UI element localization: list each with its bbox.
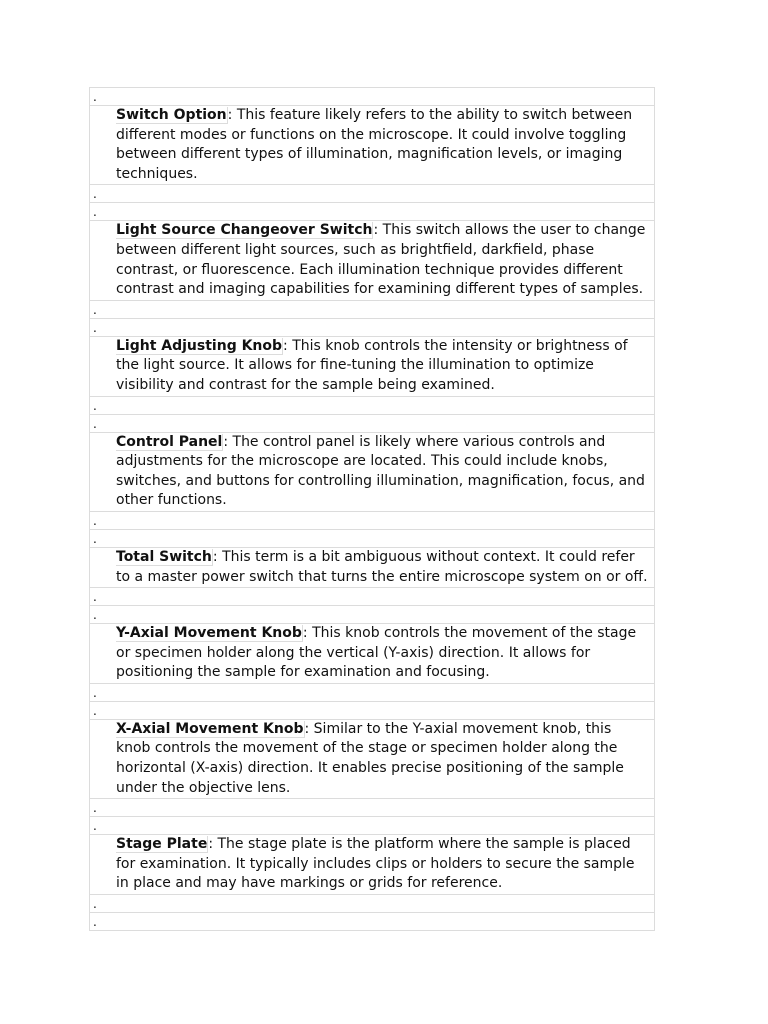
term-label: Total Switch [116,548,212,565]
separator-dot: . [93,590,97,605]
separator-row [90,683,654,701]
separator-dot: . [93,416,97,431]
term-label: Y-Axial Movement Knob [116,625,302,642]
term-label: Control Panel [116,433,223,450]
separator-row [90,605,654,623]
separator-row [90,816,654,834]
separator-row [90,894,654,912]
term-description: : This feature likely refers to the ability to switch between different modes or functions on the microscope. It could involve toggling between different types of illumination, magnification levels, or imaging techniques. [116,107,633,182]
document-table [89,87,655,931]
separator-row [90,912,654,930]
list-item [90,834,654,894]
term-description: : Similar to the Y-axial movement knob, this knob controls the movement of the stage or specimen holder along the horizontal (X-axis) direction. It enables precise positioning of the sample under the objective lens. [116,720,624,796]
separator-dot: . [93,398,97,413]
separator-dot: . [93,685,97,700]
term-description: : The control panel is likely where various controls and adjustments for the microscope are located. This could include knobs, switches, and buttons for controlling illumination, magnification, focus, and other functions. [116,433,645,509]
list-item [90,432,654,511]
separator-dot: . [93,187,97,202]
separator-row [90,300,654,318]
list-item [90,623,654,683]
separator-row [90,529,654,547]
separator-row [90,202,654,220]
separator-dot: . [93,608,97,623]
separator-row [90,511,654,529]
separator-dot: . [93,320,97,335]
separator-dot: . [93,90,97,104]
term-description: : This term is a bit ambiguous without context. It could refer to a master power switch that turns the entire microscope system on or off. [116,548,648,585]
separator-row [90,87,654,105]
separator-dot: . [93,513,97,528]
separator-dot: . [93,801,97,816]
term-label: Stage Plate [116,836,208,853]
list-item [90,336,654,396]
term-description: : This switch allows the user to change between different light sources, such as brightfield, darkfield, phase contrast, or fluorescence. Each illumination technique provides different contrast and imaging capabilities for examining different types of samples. [116,222,646,298]
separator-dot: . [93,531,97,546]
term-description: : The stage plate is the platform where the sample is placed for examination. It typically includes clips or holders to secure the sample in place and may have markings or grids for reference. [116,836,635,892]
separator-dot: . [93,205,97,220]
list-item [90,719,654,798]
separator-dot: . [93,703,97,718]
separator-dot: . [93,897,97,912]
separator-row [90,701,654,719]
term-label: Switch Option [116,107,227,123]
separator-row [90,798,654,816]
separator-dot: . [93,302,97,317]
term-description: : This knob controls the movement of the stage or specimen holder along the vertical (Y-axis) direction. It allows for positioning the sample for examination and focusing. [116,625,637,681]
separator-row [90,396,654,414]
separator-row [90,414,654,432]
term-label: Light Source Changeover Switch [116,222,373,239]
separator-dot: . [93,819,97,834]
separator-row [90,184,654,202]
list-item [90,547,654,587]
term-description: : This knob controls the intensity or brightness of the light source. It allows for fine-tuning the illumination to optimize visibility and contrast for the sample being examined. [116,337,628,393]
separator-row [90,318,654,336]
separator-row [90,587,654,605]
term-label: Light Adjusting Knob [116,337,283,354]
separator-dot: . [93,915,97,930]
list-item [90,220,654,299]
list-item [90,105,654,184]
term-label: X-Axial Movement Knob [116,720,304,737]
